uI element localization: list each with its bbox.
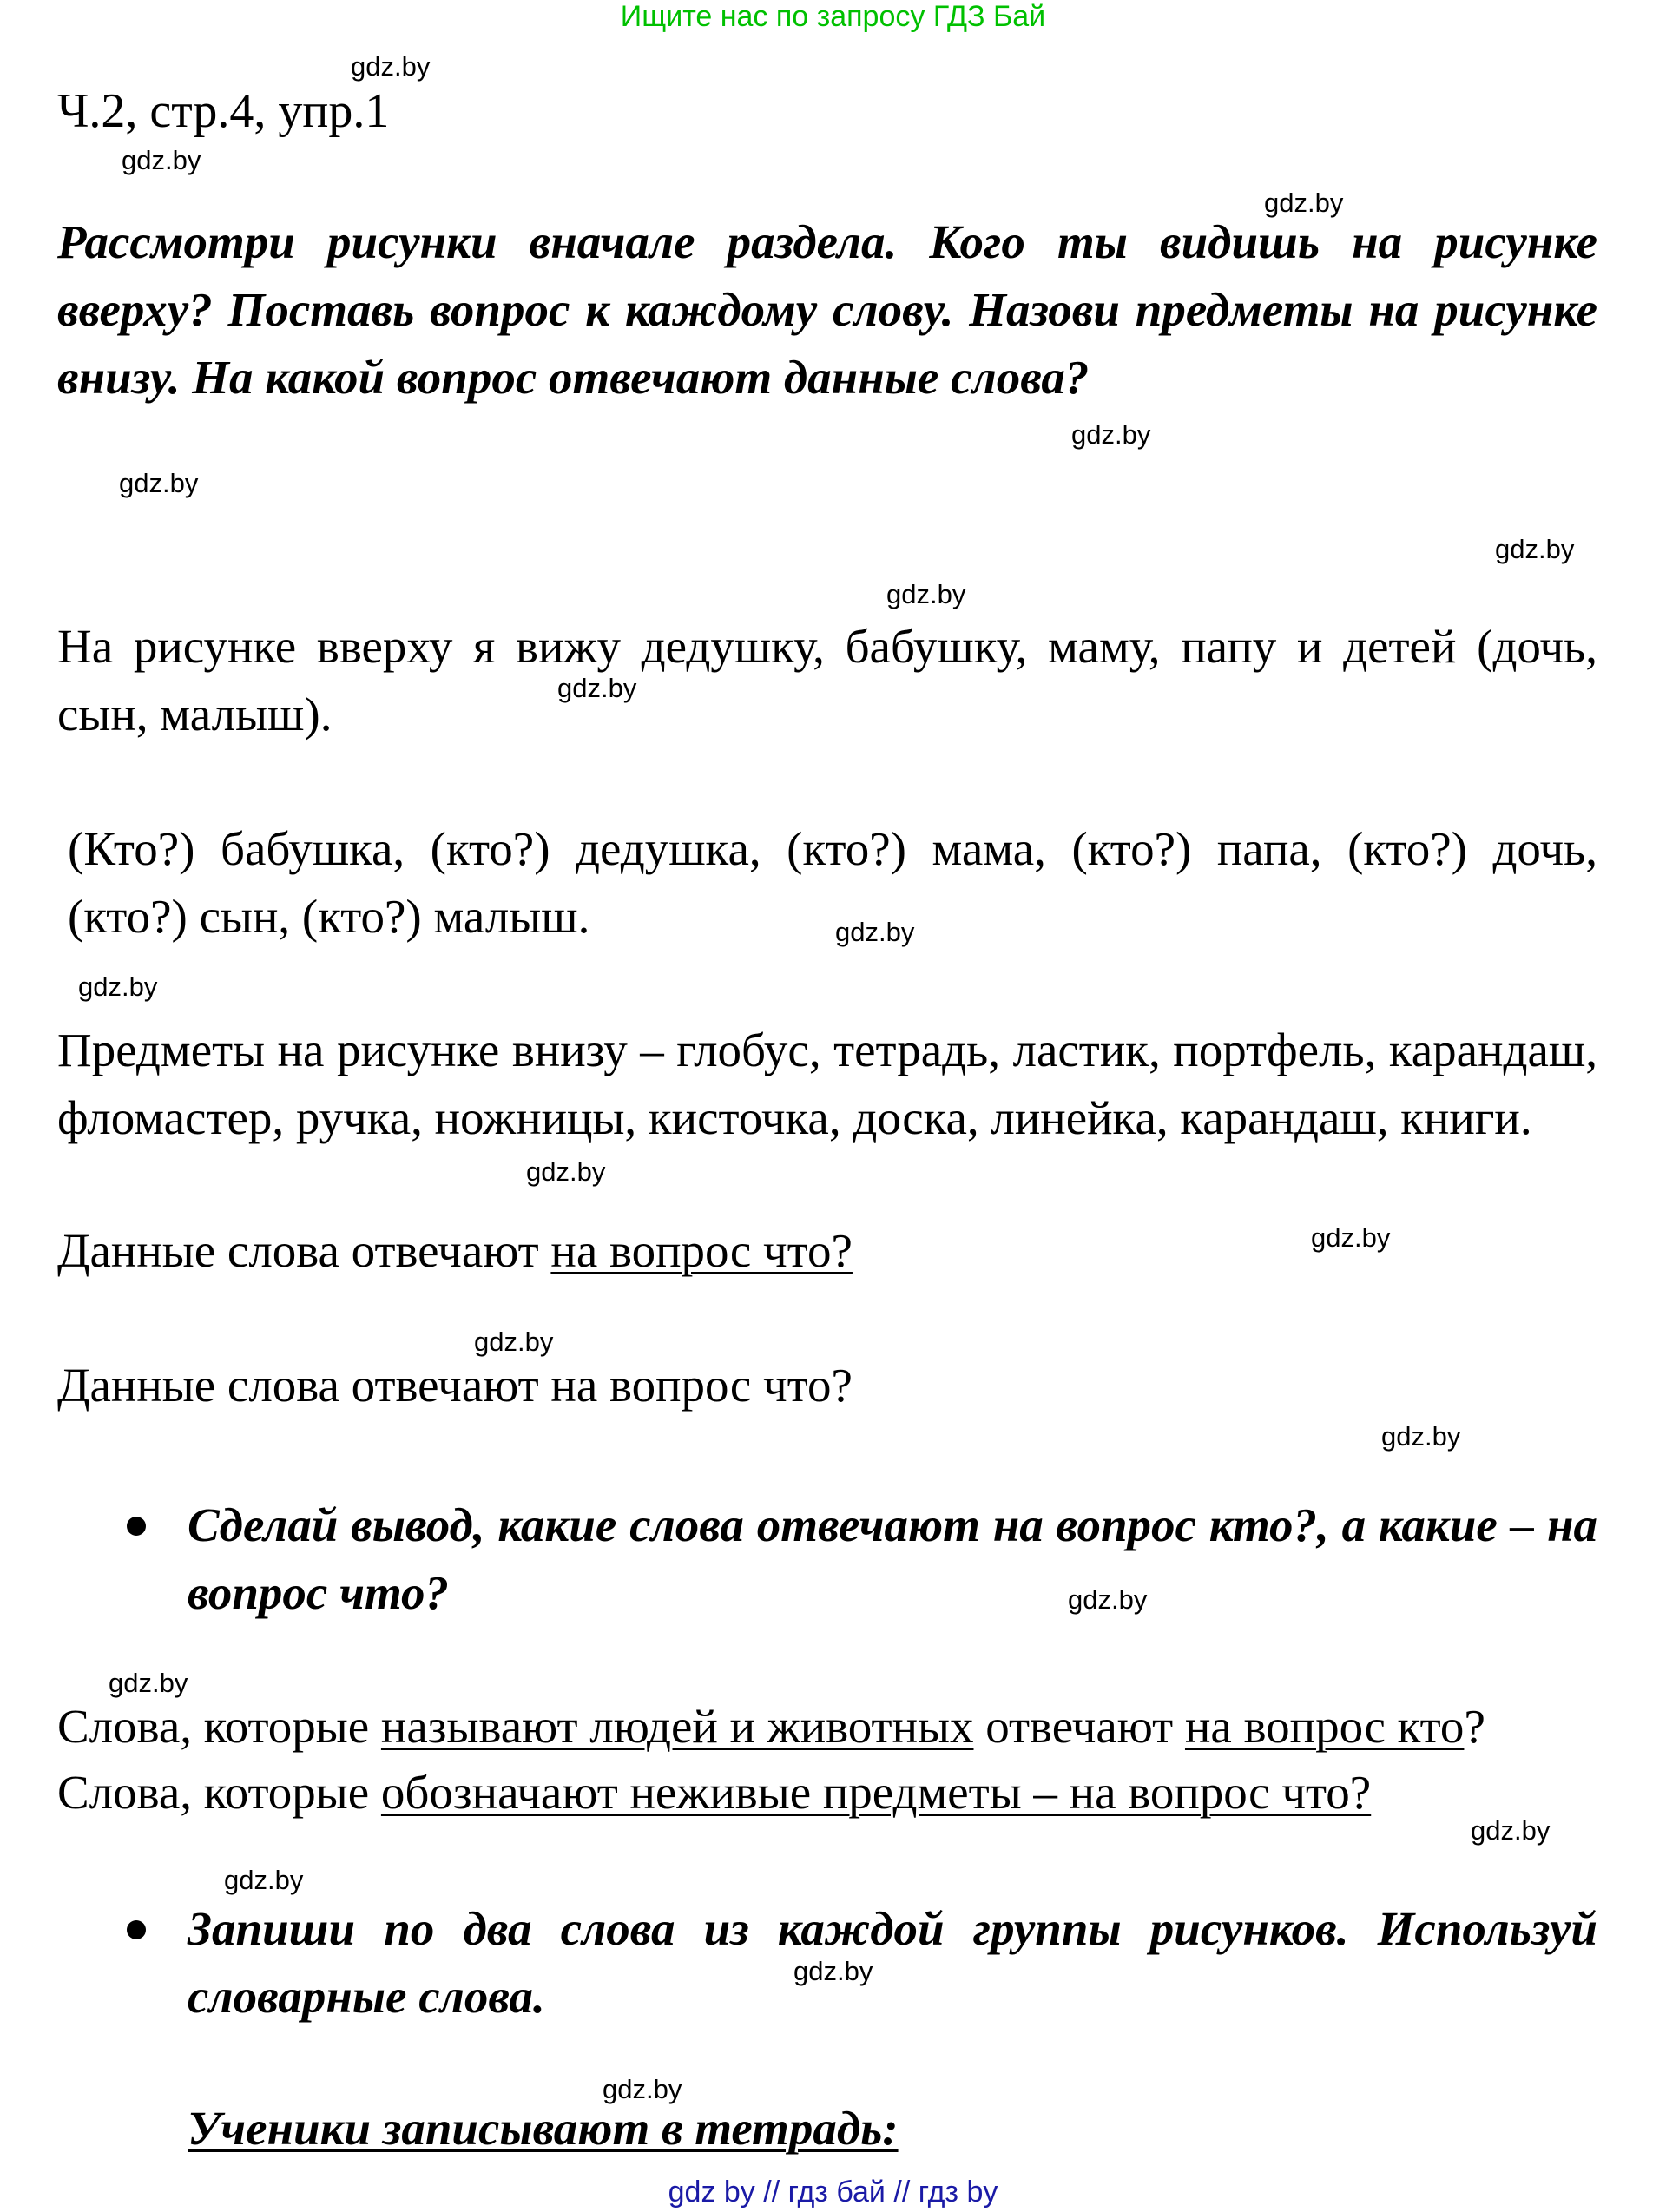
answer-paragraph-2: (Кто?) бабушка, (кто?) дедушка, (кто?) мама, (кто?) папа, (кто?) дочь, (кто?) сын, (кто?) малыш. [68, 822, 1597, 943]
watermark: gdz.by [119, 468, 199, 498]
watermark: gdz.by [1311, 1222, 1391, 1253]
conclusion-line-1 [57, 1693, 1597, 1761]
conclusion-1-part3: ? [1464, 1700, 1485, 1753]
bullet-1 [127, 1517, 146, 1536]
watermark: gdz.by [1068, 1584, 1148, 1615]
page-title: Ч.2, стр.4, упр.1 [57, 84, 390, 138]
task-instruction-2: Сделай вывод, какие слова отвечают на вопрос кто?, а какие – на вопрос что? [188, 1498, 1597, 1619]
task-instruction-3: Запиши по два слова из каждой группы рисунков. Используй словарные слова. [188, 1902, 1597, 2023]
task-instruction-1: Рассмотри рисунки вначале раздела. Кого ты видишь на рисунке вверху? Поставь вопрос к каждому слову. Назови предметы на рисунке внизу. На какой вопрос отвечают данные слова? [57, 215, 1597, 404]
conclusion-1-part1: Слова, которые [57, 1700, 381, 1753]
conclusion-1-underlined1: называют людей и животных [380, 1700, 974, 1753]
answer-line-4-prefix: Данные слова отвечают [57, 1224, 551, 1277]
watermark: gdz.by [78, 971, 158, 1002]
watermark: gdz.by [474, 1327, 554, 1357]
promo-banner[interactable]: Ищите нас по запросу ГДЗ Бай [620, 0, 1046, 33]
answer-line-5: Данные слова отвечают на вопрос что? [57, 1359, 853, 1412]
watermark: gdz.by [1071, 419, 1151, 450]
watermark: gdz.by [109, 1668, 188, 1698]
conclusion-1-part2: отвечают [973, 1700, 1185, 1753]
watermark: gdz.by [351, 51, 431, 82]
conclusion-line-2 [57, 1759, 1597, 1827]
watermark: gdz.by [1471, 1815, 1551, 1846]
watermark: gdz.by [793, 1956, 873, 1986]
watermark: gdz.by [122, 145, 201, 175]
watermark: gdz.by [603, 2074, 682, 2104]
watermark: gdz.by [886, 579, 966, 609]
watermark: gdz.by [1264, 188, 1344, 218]
footer-links[interactable]: gdz by // гдз бай // гдз by [668, 2176, 998, 2209]
watermark: gdz.by [1381, 1421, 1461, 1452]
conclusion-2-part1: Слова, которые [57, 1766, 381, 1819]
watermark: gdz.by [224, 1865, 304, 1895]
watermark: gdz.by [1495, 534, 1575, 564]
conclusion-2-underlined1: обозначают неживые предметы – на вопрос что? [380, 1766, 1372, 1819]
answer-line-4-underlined: на вопрос что? [550, 1224, 853, 1277]
answer-paragraph-3: Предметы на рисунке внизу – глобус, тетрадь, ластик, портфель, карандаш, фломастер, ручка, ножницы, кисточка, доска, линейка, карандаш, книги. [57, 1024, 1597, 1144]
conclusion-1-underlined2: на вопрос кто [1184, 1700, 1465, 1753]
watermark: gdz.by [835, 917, 915, 947]
watermark: gdz.by [526, 1156, 606, 1187]
bullet-2 [127, 1920, 146, 1939]
final-heading: Ученики записывают в тетрадь: [188, 2102, 899, 2155]
answer-paragraph-1: На рисунке вверху я вижу дедушку, бабушку, маму, папу и детей (дочь, сын, малыш). [57, 620, 1597, 741]
watermark: gdz.by [557, 673, 637, 703]
